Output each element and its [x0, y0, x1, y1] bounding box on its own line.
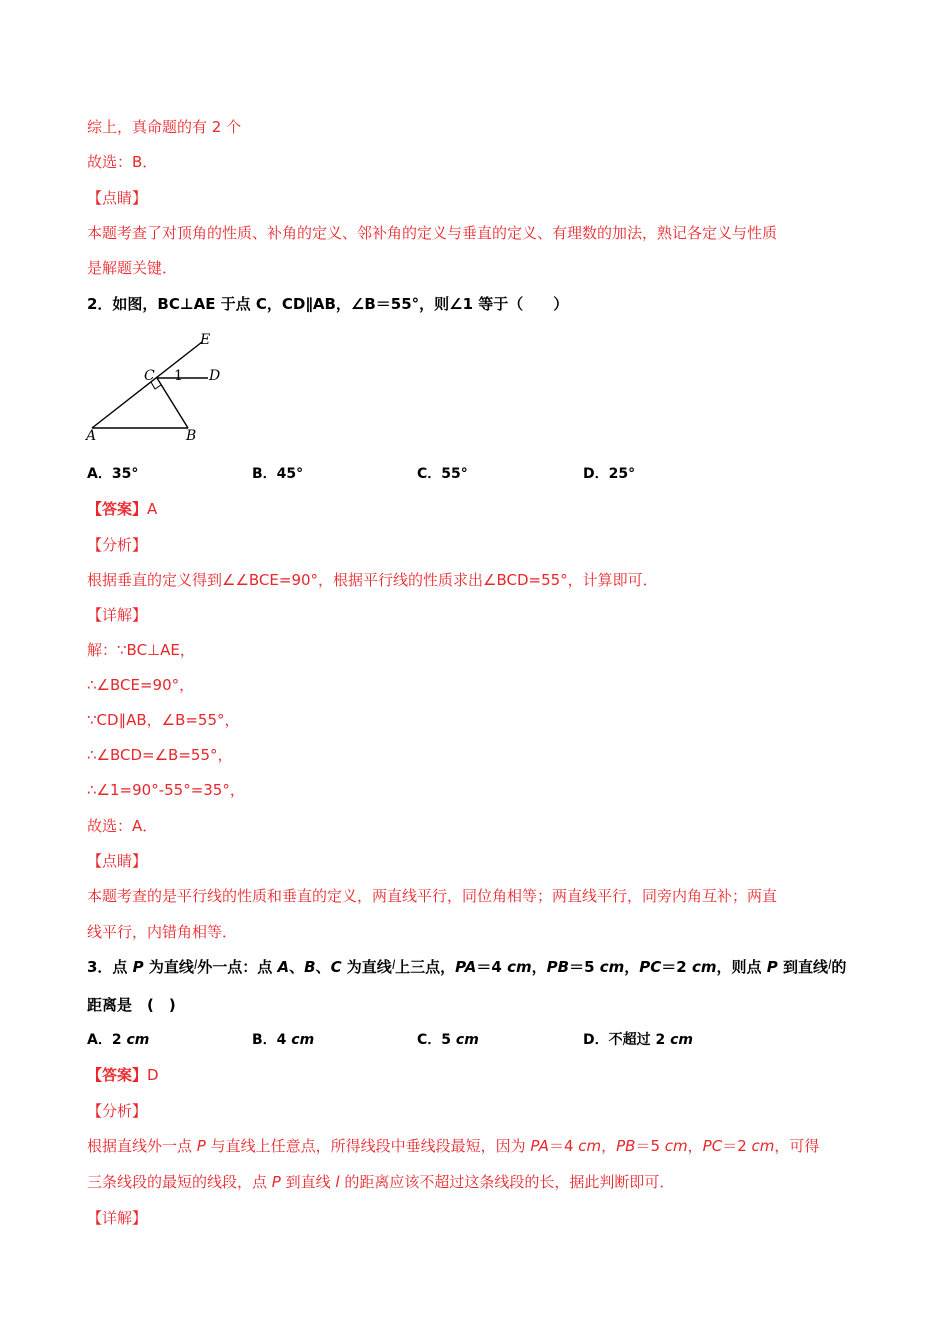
q3-analysis-part: 到直线	[280, 1173, 336, 1191]
q3-answer-value: D	[147, 1066, 159, 1084]
dianjing-text-line2: 是解题关键．	[87, 259, 178, 277]
var-pc: PC	[639, 958, 662, 976]
q3-stem-line2: 距离是 ( )	[87, 996, 176, 1014]
unit-cm: cm	[455, 1032, 479, 1048]
q2-step-3: ∵CD∥AB，∠B=55°，	[87, 711, 240, 729]
q3-option-d-text: D．不超过 2	[583, 1032, 671, 1048]
q3-option-d[interactable]	[583, 1030, 693, 1050]
var-pc: PC	[702, 1137, 723, 1155]
q3-option-b-text: B．4	[252, 1032, 292, 1048]
q3-option-a[interactable]	[87, 1030, 149, 1050]
q2-detail-label: 【详解】	[87, 606, 148, 624]
q3-stem-part: 为直线	[341, 958, 392, 976]
label-e: E	[200, 332, 211, 348]
q3-answer	[87, 1065, 870, 1085]
unit-cm: cm	[291, 1032, 315, 1048]
label-a: A	[86, 428, 97, 444]
q3-analysis-line2	[87, 1172, 870, 1192]
unit-cm: cm	[664, 1137, 688, 1155]
var-a: A	[277, 958, 290, 976]
q3-analysis-part: ＝5	[635, 1137, 665, 1155]
q3-stem-part: ＝5	[569, 958, 600, 976]
q2-answer-value: A	[147, 500, 158, 518]
q2-analysis-label: 【分析】	[87, 536, 148, 554]
unit-cm: cm	[691, 958, 717, 976]
unit-cm: cm	[751, 1137, 775, 1155]
q3-option-c[interactable]	[417, 1030, 479, 1050]
q3-analysis-line1	[87, 1136, 870, 1156]
line-cb	[157, 378, 188, 428]
q3-analysis-part: ，	[687, 1137, 703, 1155]
q2-step-5: ∴∠1=90°-55°=35°，	[87, 781, 245, 799]
q2-answer	[87, 499, 870, 519]
q3-analysis-part: 根据直线外一点	[87, 1137, 197, 1155]
unit-cm: cm	[507, 958, 532, 976]
q2-dianjing-line2: 线平行，内错角相等．	[87, 923, 238, 941]
unit-cm: cm	[126, 1032, 150, 1048]
label-c: C	[144, 368, 155, 384]
var-b: B	[304, 958, 316, 976]
q3-detail-label: 【详解】	[87, 1209, 148, 1227]
q2-analysis: 根据垂直的定义得到∠∠BCE=90°，根据平行线的性质求出∠BCD=55°，计算即可．	[87, 571, 658, 589]
unit-cm: cm	[670, 1032, 694, 1048]
var-l: l	[193, 958, 198, 972]
q3-stem-part: 外一点：点	[197, 958, 278, 976]
q3-analysis-part: ，可得	[774, 1137, 820, 1155]
q2-figure	[80, 328, 240, 448]
var-c: C	[330, 958, 342, 976]
var-p: P	[132, 958, 144, 976]
q3-stem-part: 、	[289, 958, 305, 976]
q3-stem-line1	[87, 957, 870, 978]
dianjing-label: 【点睛】	[87, 189, 148, 207]
label-b: B	[186, 428, 197, 444]
q3-stem-part: 的	[831, 958, 847, 976]
q3-analysis-part: 与直线上任意点，所得线段中垂线段最短，因为	[205, 1137, 531, 1155]
q3-stem-part: ，	[624, 958, 640, 976]
q3-analysis-part: ，	[601, 1137, 617, 1155]
unit-cm: cm	[599, 958, 625, 976]
summary-text: 综上，真命题的有 2 个	[87, 118, 242, 136]
label-1: 1	[174, 368, 183, 384]
q3-option-b[interactable]	[252, 1030, 314, 1050]
q3-answer-label: 【答案】	[87, 1066, 148, 1084]
var-l: l	[391, 958, 396, 972]
var-p: P	[196, 1137, 206, 1155]
q2-dianjing-line1: 本题考查的是平行线的性质和垂直的定义，两直线平行，同位角相等；两直线平行，同旁内角互补；两直	[87, 887, 778, 905]
dianjing-text-line1: 本题考查了对顶角的性质、补角的定义、邻补角的定义与垂直的定义、有理数的加法，熟记各定义与性质	[87, 224, 778, 242]
q3-stem-part: ＝2	[661, 958, 692, 976]
q3-analysis-part: 三条线段的最短的线段，点	[87, 1173, 272, 1191]
q3-option-c-text: C．5	[417, 1032, 456, 1048]
q2-answer-label: 【答案】	[87, 500, 148, 518]
q2-step-2: ∴∠BCE=90°，	[87, 676, 195, 694]
q3-stem-part: 为直线	[143, 958, 194, 976]
q3-analysis-label: 【分析】	[87, 1102, 148, 1120]
var-l: l	[827, 958, 832, 972]
q2-option-c[interactable]: C．55°	[417, 466, 468, 482]
var-pb: PB	[546, 958, 570, 976]
q3-stem-part: 到直线	[777, 958, 828, 976]
q3-stem-part: ，	[531, 958, 547, 976]
var-pa: PA	[455, 958, 477, 976]
label-d: D	[209, 368, 221, 384]
q2-stem: 2．如图，BC⊥AE 于点 C，CD∥AB，∠B＝55°，则∠1 等于（ ）	[87, 295, 569, 313]
q2-step-4: ∴∠BCD=∠B=55°，	[87, 746, 233, 764]
unit-cm: cm	[578, 1137, 602, 1155]
choice-text: 故选：B．	[87, 153, 158, 171]
q3-analysis-part: 的距离应该不超过这条线段的长，据此判断即可．	[339, 1173, 675, 1191]
q2-option-b[interactable]: B．45°	[252, 466, 304, 482]
var-pa: PA	[530, 1137, 549, 1155]
var-pb: PB	[616, 1137, 636, 1155]
q2-step-1: 解：∵BC⊥AE，	[87, 641, 195, 659]
line-ae	[92, 342, 202, 428]
q2-option-d[interactable]: D．25°	[583, 466, 636, 482]
q3-analysis-part: ＝4	[548, 1137, 579, 1155]
q2-step-6: 故选：A．	[87, 817, 158, 835]
q3-stem-part: 3．点	[87, 958, 133, 976]
q3-analysis-part: ＝2	[722, 1137, 752, 1155]
q3-stem-part: 、	[315, 958, 331, 976]
var-p: P	[766, 958, 778, 976]
q3-stem-part: ，则点	[716, 958, 767, 976]
q3-option-a-text: A．2	[87, 1032, 127, 1048]
q2-dianjing-label: 【点睛】	[87, 852, 148, 870]
var-p: P	[271, 1173, 281, 1191]
q3-stem-part: ＝4	[476, 958, 508, 976]
var-l: l	[335, 1173, 340, 1191]
q3-stem-part: 上三点，	[395, 958, 456, 976]
q2-option-a[interactable]: A．35°	[87, 466, 139, 482]
